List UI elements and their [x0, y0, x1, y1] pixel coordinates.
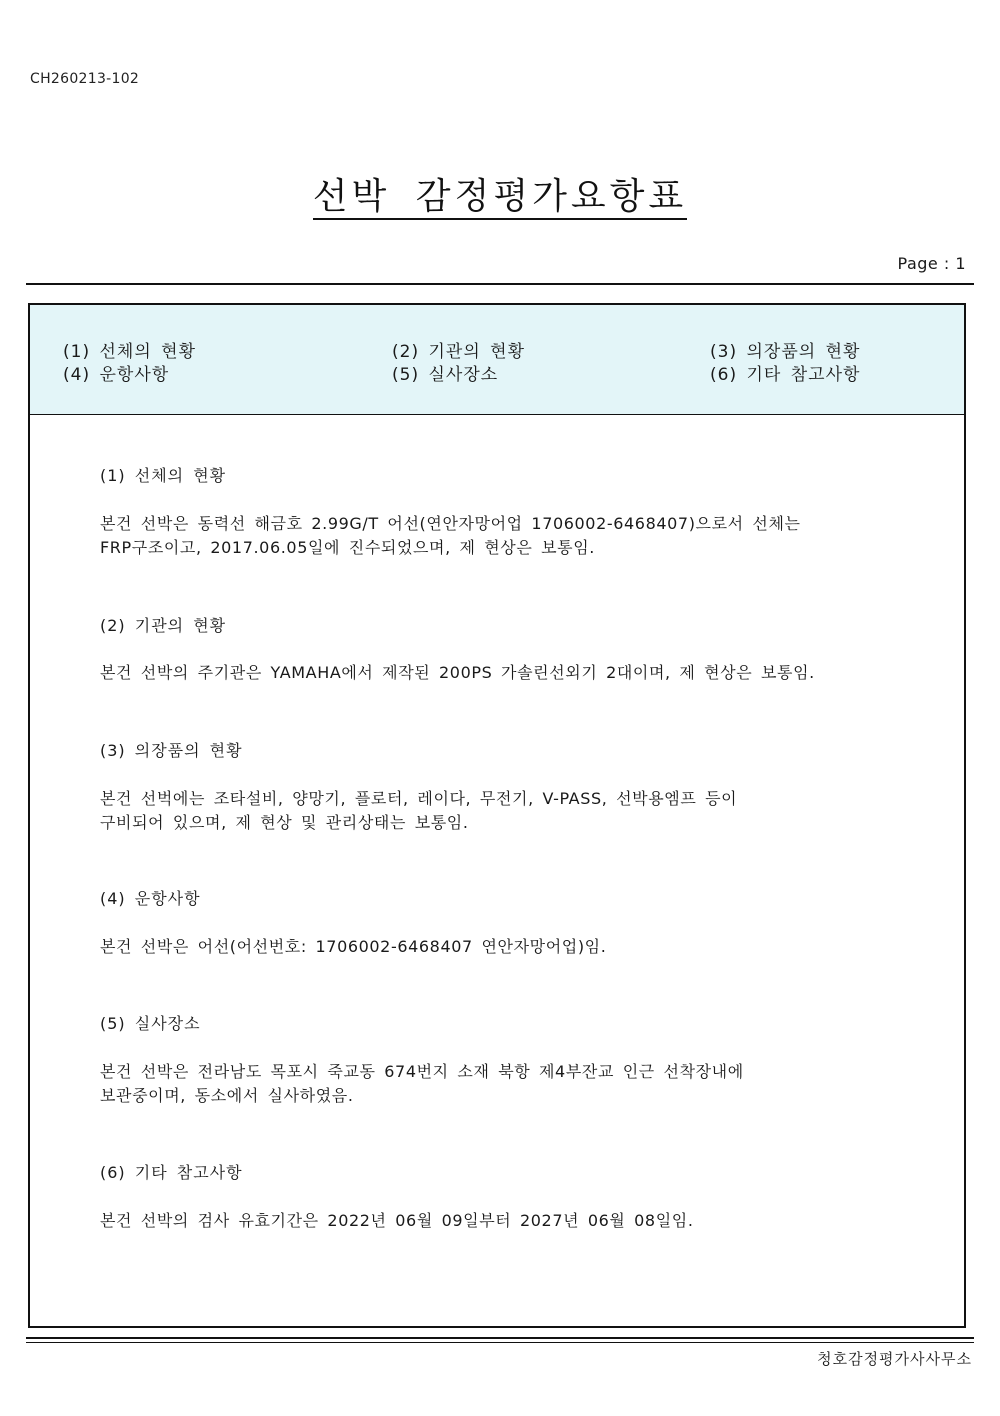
- footer-organization: 청호감정평가사사무소: [817, 1350, 972, 1368]
- section-body-inspection-site: [100, 1060, 900, 1108]
- section-line: 본건 선박의 검사 유효기간은 2022년 06월 09일부터 2027년 06월 08일임.: [100, 1211, 694, 1230]
- page-number: Page : 1: [897, 254, 966, 273]
- section-heading-other-notes: (6) 기타 참고사항: [100, 1163, 243, 1182]
- section-heading-hull: (1) 선체의 현황: [100, 466, 227, 485]
- toc-item-other-notes: (6) 기타 참고사항: [710, 365, 861, 385]
- header-divider: [26, 283, 974, 285]
- section-line: 구비되어 있으며, 제 현상 및 관리상태는 보통임.: [100, 813, 469, 832]
- section-body-equipment: [100, 787, 900, 835]
- section-body-hull: [100, 512, 900, 560]
- section-body-operation: [100, 935, 900, 959]
- section-line: 본건 선벅에는 조타설비, 양망기, 플로터, 레이다, 무전기, V-PASS, 선박용엠프 등이: [100, 789, 738, 808]
- section-heading-inspection-site: (5) 실사장소: [100, 1014, 201, 1033]
- document-title: [0, 168, 1000, 219]
- section-heading-equipment: (3) 의장품의 현황: [100, 741, 243, 760]
- section-line: 보관중이며, 동소에서 실사하였음.: [100, 1086, 354, 1105]
- section-line: 본건 선박은 동력선 해금호 2.99G/T 어선(연안자망어업 1706002-6468407)으로서 선체는: [100, 514, 801, 533]
- toc-item-operation: (4) 운항사항: [63, 365, 170, 385]
- document-id: CH260213-102: [30, 71, 140, 87]
- section-heading-engine: (2) 기관의 현황: [100, 616, 227, 635]
- toc-item-inspection-site: (5) 실사장소: [392, 365, 499, 385]
- content-frame: [28, 303, 966, 1328]
- section-line: FRP구조이고, 2017.06.05일에 진수되었으며, 제 현상은 보통임.: [100, 538, 595, 557]
- section-line: 본건 선박은 어선(어선번호: 1706002-6468407 연안자망어업)임.: [100, 937, 607, 956]
- section-heading-operation: (4) 운항사항: [100, 889, 201, 908]
- footer-divider-thin: [26, 1342, 974, 1343]
- toc-item-hull: (1) 선체의 현황: [63, 342, 196, 362]
- section-body-engine: [100, 661, 900, 685]
- toc-item-equipment: (3) 의장품의 현황: [710, 342, 861, 362]
- section-line: 본건 선박의 주기관은 YAMAHA에서 제작된 200PS 가솔린선외기 2대이며, 제 현상은 보통임.: [100, 663, 815, 682]
- section-line: 본건 선박은 전라남도 목포시 죽교동 674번지 소재 북항 제4부잔교 인근 선착장내에: [100, 1062, 744, 1081]
- section-body-other-notes: [100, 1209, 900, 1233]
- table-of-contents: [30, 305, 964, 415]
- document-title-text: 선박 감정평가요항표: [313, 176, 687, 220]
- toc-item-engine: (2) 기관의 현황: [392, 342, 525, 362]
- footer-divider: [26, 1337, 974, 1339]
